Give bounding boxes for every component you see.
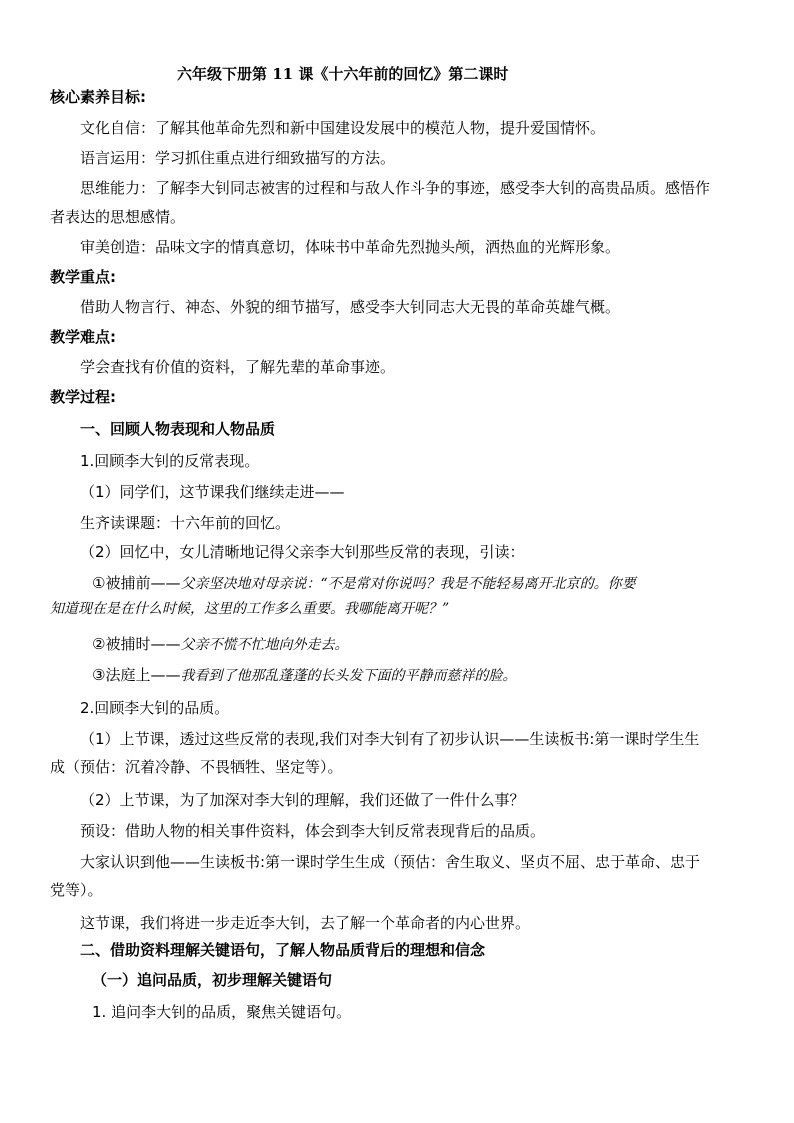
core-goals-heading: 核心素养目标: bbox=[50, 88, 146, 106]
page-title: 六年级下册第 11 课《十六年前的回忆》第二课时 bbox=[177, 65, 509, 83]
key-points-heading: 教学重点: bbox=[50, 268, 116, 286]
section1-heading: 一、回顾人物表现和人物品质 bbox=[80, 420, 276, 438]
section2-sub1-heading: （一）追问品质，初步理解关键语句 bbox=[92, 971, 333, 989]
quote1-line2: 知道现在是在什么时候，这里的工作多么重要。我哪能离开呢？” bbox=[50, 601, 450, 617]
section2-sub1-item1: 1. 追问李大钊的品质，聚焦关键语句。 bbox=[92, 1003, 352, 1021]
difficulties-content: 学会查找有价值的资料，了解先辈的革命事迹。 bbox=[80, 358, 396, 376]
goal-thinking-line1: 思维能力：了解李大钊同志被害的过程和与敌人作斗争的事迹，感受李大钊的高贵品质。感悟作 bbox=[80, 179, 711, 197]
section1-transition: 这节课，我们将进一步走近李大钊，去了解一个革命者的内心世界。 bbox=[80, 914, 531, 932]
section1-everyone-line1: 大家认识到他——生读板书:第一课时学生生成（预估：舍生取义、坚贞不屈、忠于革命、忠于 bbox=[80, 853, 701, 871]
section1-item2-1b: 成（预估：沉着冷静、不畏牺牲、坚定等）。 bbox=[50, 758, 343, 776]
quote2-line bbox=[92, 634, 348, 655]
section1-everyone-line2: 党等）。 bbox=[50, 881, 103, 899]
goal-language: 语言运用：学习抓住重点进行细致描写的方法。 bbox=[80, 149, 396, 167]
quote1-prefix: ①被捕前—— bbox=[92, 574, 181, 592]
section1-item2-2: （2）上节课，为了加深对李大钊的理解，我们还做了一件什么事？ bbox=[80, 791, 525, 809]
quote1-line1 bbox=[92, 573, 636, 594]
quote1-text: 父亲坚决地对母亲说：“不是常对你说吗？我是不能轻易离开北京的。你要 bbox=[180, 576, 636, 592]
quote2-prefix: ②被捕时—— bbox=[92, 635, 181, 653]
section1-item2-1: （1）上节课，透过这些反常的表现,我们对李大钊有了初步认识——生读板书:第一课时学生生 bbox=[80, 730, 700, 748]
quote3-line bbox=[92, 665, 516, 686]
goal-culture: 文化自信：了解其他革命先烈和新中国建设发展中的模范人物，提升爱国情怀。 bbox=[80, 119, 606, 137]
quote3-text: 我看到了他那乱蓬蓬的长头发下面的平静而慈祥的脸。 bbox=[180, 668, 517, 684]
section1-item1-1: （1）同学们，这节课我们继续走进—— bbox=[80, 483, 345, 501]
section1-item1-1b: 生齐读课题：十六年前的回忆。 bbox=[80, 514, 291, 532]
section1-item2: 2.回顾李大钊的品质。 bbox=[80, 699, 230, 717]
section1-item1: 1.回顾李大钊的反常表现。 bbox=[80, 452, 260, 470]
key-points-content: 借助人物言行、神态、外貌的细节描写，感受李大钊同志大无畏的革命英雄气概。 bbox=[80, 298, 621, 316]
section1-item1-2: （2）回忆中，女儿清晰地记得父亲李大钊那些反常的表现，引读： bbox=[80, 543, 525, 561]
process-heading: 教学过程: bbox=[50, 388, 116, 406]
quote3-prefix: ③法庭上—— bbox=[92, 666, 181, 684]
goal-thinking-line2: 者表达的思想感情。 bbox=[50, 208, 186, 226]
section2-heading: 二、借助资料理解关键语句，了解人物品质背后的理想和信念 bbox=[80, 941, 486, 959]
difficulties-heading: 教学难点: bbox=[50, 328, 116, 346]
goal-aesthetic: 审美创造：品味文字的情真意切，体味书中革命先烈抛头颅，洒热血的光辉形象。 bbox=[80, 238, 621, 256]
quote2-text: 父亲不慌不忙地向外走去。 bbox=[180, 637, 349, 653]
section1-preset: 预设：借助人物的相关事件资料，体会到李大钊反常表现背后的品质。 bbox=[80, 822, 546, 840]
